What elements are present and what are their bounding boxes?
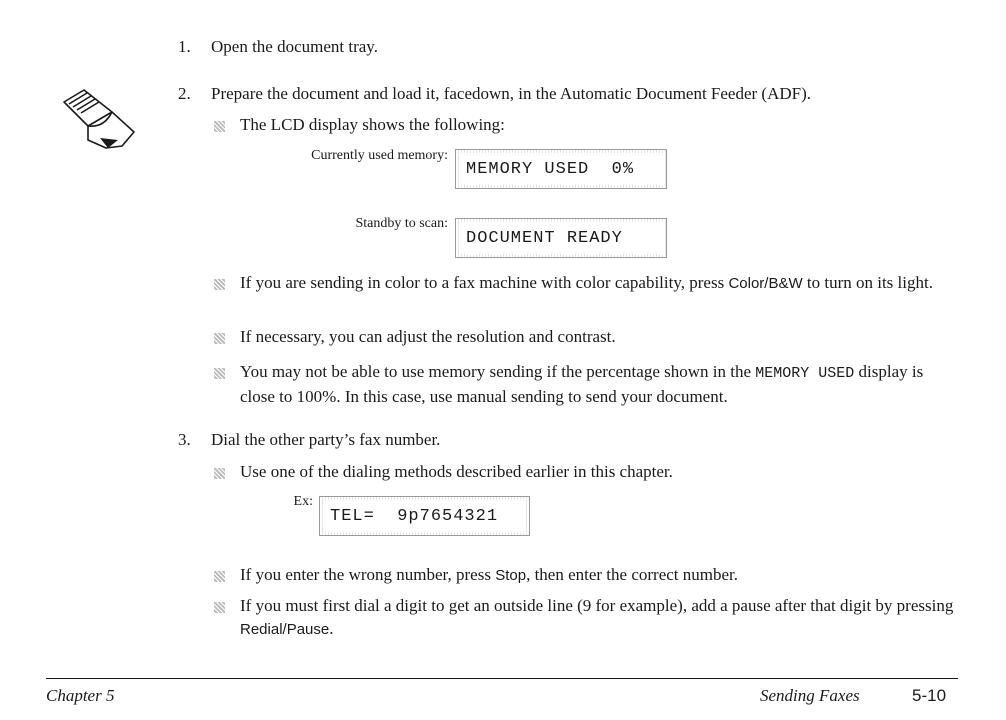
lcd-label-standby: Standby to scan: bbox=[355, 216, 448, 231]
step-1-number: 1. bbox=[178, 37, 191, 56]
bullet-icon bbox=[214, 571, 225, 582]
lcd-display-standby bbox=[455, 218, 667, 258]
step-3-text: Dial the other party’s fax number. bbox=[211, 430, 441, 449]
step-2-text: Prepare the document and load it, facedown, in the Automatic Document Feeder (ADF). bbox=[211, 84, 812, 103]
bullet-icon bbox=[214, 468, 225, 479]
footer-section-title: Sending Faxes bbox=[760, 686, 860, 705]
step-2-bullet-lcd-note: The LCD display shows the following: bbox=[240, 115, 505, 134]
step-2-bullet-resolution: If necessary, you can adjust the resolution and contrast. bbox=[240, 327, 616, 346]
lcd-text-standby: DOCUMENT READY bbox=[459, 222, 663, 254]
step-3-bullet-pause: If you must first dial a digit to get an outside line (9 for example), add a pause after that digit by pressing Redial/Pause. bbox=[240, 596, 954, 638]
lcd-display-tel bbox=[319, 496, 530, 536]
step-3-bullet-stop: If you enter the wrong number, press Stop, then enter the correct number. bbox=[240, 565, 738, 584]
step-3-bullet-dialing: Use one of the dialing methods described earlier in this chapter. bbox=[240, 462, 673, 481]
step-2-bullet-color: If you are sending in color to a fax machine with color capability, press Color/B&W to turn on its light. bbox=[240, 273, 933, 292]
footer-chapter: Chapter 5 bbox=[46, 686, 115, 705]
lcd-text-tel: TEL= 9p7654321 bbox=[323, 500, 526, 532]
lcd-text-memory: MEMORY USED 0% bbox=[459, 153, 663, 185]
bullet-icon bbox=[214, 121, 225, 132]
bullet-icon bbox=[214, 368, 225, 379]
bullet-icon bbox=[214, 333, 225, 344]
lcd-display-memory bbox=[455, 149, 667, 189]
step-3-number: 3. bbox=[178, 430, 191, 449]
key-color-bw: Color/B&W bbox=[728, 275, 803, 292]
key-redial-pause: Redial/Pause bbox=[240, 621, 330, 638]
step-1-text: Open the document tray. bbox=[211, 37, 378, 56]
footer-page-number: 5-10 bbox=[912, 686, 947, 705]
bullet-icon bbox=[214, 602, 225, 613]
footer-divider bbox=[46, 678, 958, 679]
lcd-label-example: Ex: bbox=[293, 494, 313, 509]
step-2-number: 2. bbox=[178, 84, 191, 103]
step-2-bullet-memory: You may not be able to use memory sending if the percentage shown in the MEMORY USED display is close to 100%. In this case, use manual sending to send your document. bbox=[240, 362, 924, 406]
document-feed-icon bbox=[60, 88, 140, 150]
lcd-label-memory: Currently used memory: bbox=[311, 148, 448, 163]
code-memory-used: MEMORY USED bbox=[755, 365, 855, 382]
bullet-icon bbox=[214, 279, 225, 290]
key-stop: Stop bbox=[495, 567, 527, 584]
